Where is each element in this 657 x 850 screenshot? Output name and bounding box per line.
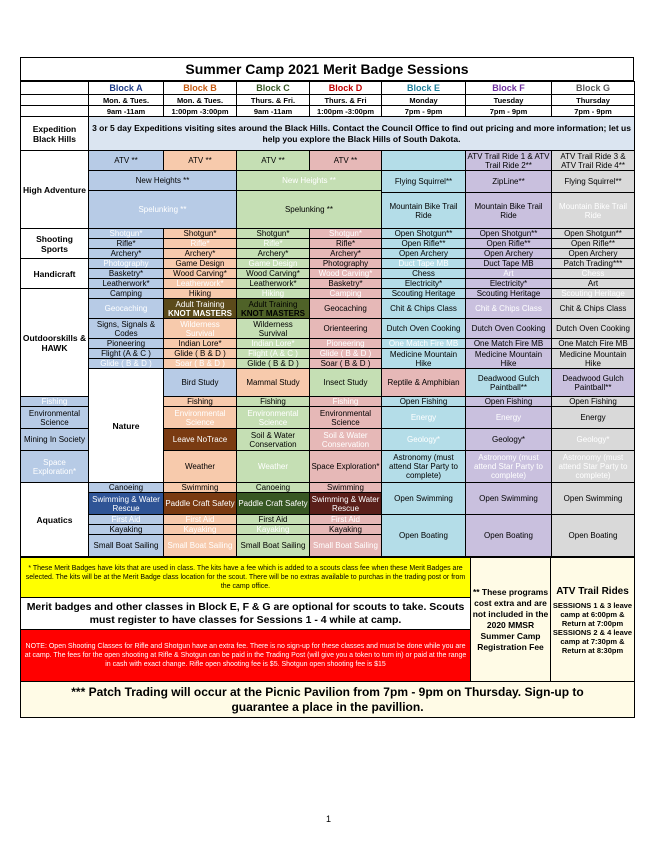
category-nature: Nature: [89, 369, 164, 483]
class-cell: ATV **: [310, 151, 382, 171]
block-a-header: Block A: [89, 82, 164, 95]
block-time: 7pm - 9pm: [382, 106, 466, 117]
class-cell: Energy: [466, 407, 552, 429]
class-cell: Spelunking **: [237, 191, 382, 229]
class-cell: Open Swimming: [552, 483, 635, 515]
class-cell: Leatherwork*: [237, 279, 310, 289]
class-cell: Rifle*: [89, 239, 164, 249]
class-cell: Duct Tape MB: [466, 259, 552, 269]
block-time: 9am -11am: [237, 106, 310, 117]
category-handicraft: Handicraft: [21, 259, 89, 289]
class-cell: Deadwood Gulch Paintball**: [552, 369, 635, 397]
class-cell: Glide ( B & D ): [310, 349, 382, 359]
class-cell: Open Archery: [382, 249, 466, 259]
class-cell: Shotgun*: [237, 229, 310, 239]
class-cell: Fishing: [21, 397, 89, 407]
class-cell: Open Boating: [382, 515, 466, 557]
class-cell: Archery*: [237, 249, 310, 259]
class-cell: Camping: [310, 289, 382, 299]
optional-note: Merit badges and other classes in Block E, F & G are optional for scouts to take. Scouts must register to have classes for Sessions 1 - 4 while at camp.: [21, 598, 471, 630]
block-time: 7pm - 9pm: [552, 106, 635, 117]
category-aquatics: Aquatics: [21, 483, 89, 557]
class-cell: Environmental Science: [310, 407, 382, 429]
kits-note: * These Merit Badges have kits that are used in class. The kits have a fee which is added to a scouts class fee when these Merit Badges are selected. The kits will be at the Merit Badge class location for the scout. There will be no extras available to purchas in the trading post or from the camp office.: [21, 558, 471, 598]
class-cell: Kayaking: [310, 525, 382, 535]
class-cell: Shotgun*: [310, 229, 382, 239]
block-time: 1:00pm -3:00pm: [310, 106, 382, 117]
class-cell: Glide ( B & D ): [164, 349, 237, 359]
class-cell: Paddle Craft Safety: [164, 493, 237, 515]
class-cell: Dutch Oven Cooking: [552, 319, 635, 339]
class-cell: Swimming & Water Rescue: [310, 493, 382, 515]
class-cell: Glide ( B & D ): [237, 359, 310, 369]
class-cell: Small Boat Sailing: [310, 535, 382, 557]
class-cell: Geology*: [466, 429, 552, 451]
class-cell: Open Shotgun**: [382, 229, 466, 239]
class-cell: Art: [552, 279, 635, 289]
class-cell: Geocaching: [310, 299, 382, 319]
block-days: Tuesday: [466, 95, 552, 106]
class-cell: Medicine Mountain Hike: [466, 349, 552, 369]
class-cell: Patch Trading***: [552, 259, 635, 269]
class-cell: Astronomy (must attend Star Party to complete): [552, 451, 635, 483]
class-cell: ZipLine**: [466, 171, 552, 193]
class-cell: Hiking: [164, 289, 237, 299]
schedule-document: [20, 57, 634, 718]
class-cell: Astronomy (must attend Star Party to complete): [382, 451, 466, 483]
class-cell: Shotgun*: [89, 229, 164, 239]
class-cell: Chit & Chips Class: [382, 299, 466, 319]
class-cell: Astronomy (must attend Star Party to complete): [466, 451, 552, 483]
class-cell: Flying Squirrel**: [552, 171, 635, 193]
class-cell: Environmental Science: [21, 407, 89, 429]
class-cell: Open Archery: [466, 249, 552, 259]
class-cell: Medicine Mountain Hike: [382, 349, 466, 369]
class-cell: Photography: [89, 259, 164, 269]
category-shooting: Shooting Sports: [21, 229, 89, 259]
class-cell: Camping: [89, 289, 164, 299]
class-cell: Mammal Study: [237, 369, 310, 397]
class-cell: Kayaking: [237, 525, 310, 535]
class-cell: Open Fishing: [466, 397, 552, 407]
schedule-table: [20, 81, 635, 557]
class-cell: Basketry*: [89, 269, 164, 279]
class-cell: Wood Carving*: [310, 269, 382, 279]
class-cell: Open Boating: [552, 515, 635, 557]
class-cell: Leatherwork*: [89, 279, 164, 289]
patch-trading-note: *** Patch Trading will occur at the Picnic Pavilion from 7pm - 9pm on Thursday. Sign-up to guarantee a place in the pavillion.: [21, 682, 635, 718]
block-time: 7pm - 9pm: [466, 106, 552, 117]
class-cell: Paddle Craft Safety: [237, 493, 310, 515]
class-cell: Archery*: [89, 249, 164, 259]
class-cell: Duct Tape MB: [382, 259, 466, 269]
class-cell: Fishing: [310, 397, 382, 407]
class-cell: Indian Lore*: [237, 339, 310, 349]
class-cell: Electricity*: [466, 279, 552, 289]
class-cell: Hiking: [237, 289, 310, 299]
class-cell: Chess: [552, 269, 635, 279]
class-cell: Energy: [552, 407, 635, 429]
notes-table: [20, 557, 635, 718]
block-days: Mon. & Tues.: [89, 95, 164, 106]
class-cell: Mountain Bike Trail Ride: [382, 193, 466, 229]
class-cell: Environmental Science: [237, 407, 310, 429]
class-cell: Energy: [382, 407, 466, 429]
class-cell: Small Boat Sailing: [164, 535, 237, 557]
block-c-header: Block C: [237, 82, 310, 95]
class-cell: Open Shotgun**: [466, 229, 552, 239]
class-cell: Mining In Society: [21, 429, 89, 451]
class-cell: Fishing: [237, 397, 310, 407]
class-cell: ATV Trail Ride 3 & ATV Trail Ride 4**: [552, 151, 635, 171]
class-cell: Soil & Water Conservation: [310, 429, 382, 451]
page-number: 1: [325, 814, 331, 824]
class-cell: Basketry*: [310, 279, 382, 289]
class-cell: Swimming & Water Rescue: [89, 493, 164, 515]
class-cell: Geology*: [552, 429, 635, 451]
class-cell: Geocaching: [89, 299, 164, 319]
class-cell: First Aid: [89, 515, 164, 525]
class-cell: Swimming: [310, 483, 382, 493]
block-days: Thurs. & Fri.: [237, 95, 310, 106]
class-cell: ATV **: [164, 151, 237, 171]
class-cell: First Aid: [310, 515, 382, 525]
class-cell: Archery*: [164, 249, 237, 259]
class-cell: Archery*: [310, 249, 382, 259]
block-days: Monday: [382, 95, 466, 106]
class-cell: Open Fishing: [382, 397, 466, 407]
class-cell: New Heights **: [89, 171, 237, 191]
class-cell: Electricity*: [382, 279, 466, 289]
class-cell: Chit & Chips Class: [466, 299, 552, 319]
class-cell: Mountain Bike Trail Ride: [552, 193, 635, 229]
class-cell: ATV **: [89, 151, 164, 171]
block-b-header: Block B: [164, 82, 237, 95]
class-cell: Art: [466, 269, 552, 279]
class-cell: Pioneering: [310, 339, 382, 349]
class-cell: Canoeing: [89, 483, 164, 493]
class-cell: Fishing: [164, 397, 237, 407]
class-cell: Soil & Water Conservation: [237, 429, 310, 451]
class-cell: Dutch Oven Cooking: [466, 319, 552, 339]
class-cell: First Aid: [164, 515, 237, 525]
class-cell: Reptile & Amphibian: [382, 369, 466, 397]
class-cell: Deadwood Gulch Paintball**: [466, 369, 552, 397]
class-cell: One Match Fire MB: [552, 339, 635, 349]
class-cell: Adult Training KNOT MASTERS: [164, 299, 237, 319]
class-cell: ATV Trail Ride 1 & ATV Trail Ride 2**: [466, 151, 552, 171]
class-cell: Swimming: [164, 483, 237, 493]
block-days: Mon. & Tues.: [164, 95, 237, 106]
class-cell: Flying Squirrel**: [382, 171, 466, 193]
class-cell: Adult Training KNOT MASTERS: [237, 299, 310, 319]
class-cell: First Aid: [237, 515, 310, 525]
class-cell: Photography: [310, 259, 382, 269]
class-cell: Open Rifle**: [552, 239, 635, 249]
block-f-header: Block F: [466, 82, 552, 95]
class-cell: Scouting Heritage: [382, 289, 466, 299]
class-cell: Game Design: [237, 259, 310, 269]
class-cell: Open Fishing: [552, 397, 635, 407]
class-cell: Open Shotgun**: [552, 229, 635, 239]
class-cell: Medicine Mountain Hike: [552, 349, 635, 369]
block-time: 1:00pm -3:00pm: [164, 106, 237, 117]
class-cell: Open Archery: [552, 249, 635, 259]
shooting-note: NOTE: Open Shooting Classes for Rifle and Shotgun have an extra fee. There is no sign-up for these classes and must be done while you are at camp. The fees for the open shooting at Rifle & Shotgun can be paid in the Trading Post (will give you a token to turn in) or paid at the range in cash with exact change. Rifle open shooting fee is $5. Shotgun open shooting fee is $15: [21, 630, 471, 682]
class-cell: Flight (A & C ): [89, 349, 164, 359]
class-cell: Open Rifle**: [466, 239, 552, 249]
class-cell: Soar ( B & D ): [310, 359, 382, 369]
class-cell: Chit & Chips Class: [552, 299, 635, 319]
class-cell: Small Boat Sailing: [89, 535, 164, 557]
class-cell: Kayaking: [164, 525, 237, 535]
class-cell: Rifle*: [237, 239, 310, 249]
class-cell: Open Swimming: [382, 483, 466, 515]
class-cell: Chess: [382, 269, 466, 279]
page-title: Summer Camp 2021 Merit Badge Sessions: [20, 57, 634, 81]
class-cell: Orienteering: [310, 319, 382, 339]
class-cell: Spelunking **: [89, 191, 237, 229]
class-cell: Kayaking: [89, 525, 164, 535]
class-cell: Open Swimming: [466, 483, 552, 515]
class-cell: Wilderness Survival: [164, 319, 237, 339]
class-cell: Soar ( B & D ): [164, 359, 237, 369]
class-cell: Small Boat Sailing: [237, 535, 310, 557]
extra-cost-note: ** These programs cost extra and are not included in the 2020 MMSR Summer Camp Registration Fee: [471, 558, 551, 682]
class-cell: Game Design: [164, 259, 237, 269]
class-cell: Geology*: [382, 429, 466, 451]
class-cell: Open Rifle**: [382, 239, 466, 249]
class-cell: Space Exploration*: [310, 451, 382, 483]
atv-note: ATV Trail Rides SESSIONS 1 & 3 leave camp at 6:00pm & Return at 7:00pm SESSIONS 2 & 4 leave camp at 7:30pm & Return at 8:30pm: [551, 558, 635, 682]
class-cell: Leave NoTrace: [164, 429, 237, 451]
class-cell: Shotgun*: [164, 229, 237, 239]
block-e-header: Block E: [382, 82, 466, 95]
expedition-text: 3 or 5 day Expeditions visiting sites around the Black Hills. Contact the Council Office to find out pricing and more information; let us help you explore the Black Hills of South Dakota.: [89, 117, 635, 151]
class-cell: Weather: [164, 451, 237, 483]
class-cell: Rifle*: [164, 239, 237, 249]
class-cell: Rifle*: [310, 239, 382, 249]
class-cell: Scouting Heritage: [466, 289, 552, 299]
class-cell: Environmental Science: [164, 407, 237, 429]
class-cell: ATV **: [237, 151, 310, 171]
block-time: 9am -11am: [89, 106, 164, 117]
class-cell: New Heights **: [237, 171, 382, 191]
class-cell: Open Boating: [466, 515, 552, 557]
class-cell: Wood Carving*: [164, 269, 237, 279]
class-cell: One Match Fire MB: [382, 339, 466, 349]
class-cell: Insect Study: [310, 369, 382, 397]
class-cell: Glide ( B & D ): [89, 359, 164, 369]
class-cell: Weather: [237, 451, 310, 483]
class-cell: Space Exploration*: [21, 451, 89, 483]
class-cell: Indian Lore*: [164, 339, 237, 349]
category-high-adventure: High Adventure: [21, 151, 89, 229]
class-cell: Signs, Signals & Codes: [89, 319, 164, 339]
category-outdoorskills: Outdoorskills & HAWK: [21, 289, 89, 397]
class-cell: Leatherwork*: [164, 279, 237, 289]
block-g-header: Block G: [552, 82, 635, 95]
class-cell: Canoeing: [237, 483, 310, 493]
class-cell: Wood Carving*: [237, 269, 310, 279]
block-days: Thursday: [552, 95, 635, 106]
expedition-label: Expedition Black Hills: [21, 117, 89, 151]
class-cell: Scouting Heritage: [552, 289, 635, 299]
block-days: Thurs. & Fri: [310, 95, 382, 106]
class-cell: Wilderness Survival: [237, 319, 310, 339]
class-cell: Mountain Bike Trail Ride: [466, 193, 552, 229]
class-cell: Dutch Oven Cooking: [382, 319, 466, 339]
class-cell: Bird Study: [164, 369, 237, 397]
class-cell: Pioneering: [89, 339, 164, 349]
block-d-header: Block D: [310, 82, 382, 95]
class-cell: One Match Fire MB: [466, 339, 552, 349]
class-cell: Flight (A & C ): [237, 349, 310, 359]
